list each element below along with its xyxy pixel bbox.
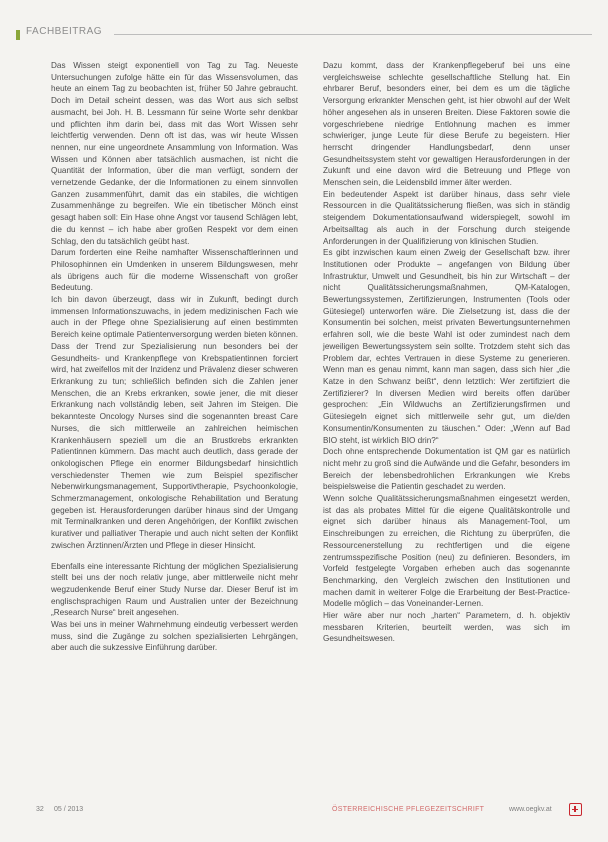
paragraph: Ebenfalls eine interessante Richtung der möglichen Spezialisierung stellt bei uns der noch relativ junge, aber mittlerweile nicht mehr wegzudenkende Beruf einer Study Nurse dar. Dieser Beruf ist im englischsprachigen Raum und Australien unter der Bezeichnung „Research Nurse“ breit angesehen. <box>51 561 298 618</box>
header-rule <box>114 34 592 35</box>
header-accent-bar <box>16 30 20 40</box>
paragraph: Es gibt inzwischen kaum einen Zweig der Gesellschaft bzw. ihrer Institutionen oder Produkte – angefangen von Bildung über Infrastruktur, Umwelt und Gesundheit, bis hin zur Wirtschaft – der nicht Qualitätssicherungsmaßnahmen, QM-Katalogen, Bewertungssystemen, Zertifizierungen, Instrumenten (Tools oder Gütesiegel) unterworfen wäre. Die Zielsetzung ist, dass die der Konsumentin bei solchen, meist privaten Bewertungsunternehmen erfahren soll, wie die beste Wahl ist oder zumindest nach dem jeweiligen Bewertungssystem sein sollte. Trotzdem steht sich das Problem dar, echtes Vertrauen in diese Systeme zu generieren. Wenn man es genau nimmt, kann man sagen, dass sich hier „die Katze in den Schwanz beißt“, denn letztlich: Wer zertifiziert die Zertifizierer? In diversen Medien wird bereits offen darüber gesprochen: „Ein Wildwuchs an Zertifizierungsfirmen und Gütesiegeln eignet sich mittlerweile sehr gut, um die/den Konsumentin/Konsumenten zu täuschen.“ Oder: „Wenn auf Bad BIO steht, ist wirklich BIO drin?“ <box>323 248 570 445</box>
cross-logo-icon <box>569 803 582 816</box>
paragraph: Das Wissen steigt exponentiell von Tag zu Tag. Neueste Untersuchungen zufolge hätte ein für das Wissensvolumen, das heute an einem Tag zu beobachten ist, früher 50 Jahre gebraucht. Doch im Detail scheint dessen, was das Wort aus sich selbst ausmacht, bei Joh. H. B. Lessmann für seine Worte sehr denkbar und pflichten ihm darin bei, dass mit das Wort Wissen sehr leichtfertig verwenden. Denn oft ist das, was wir heute Wissen nennen, nur eine ungeordnete Ansammlung von Information. Was Wissen und Können aber tatsächlich ausmachen, ist nicht die Quantität der Information, über die man verfügt, sondern der vernetzende Gedanke, der die Informationen zu einem sinnvollen Ganzen zusammenführt, damit das ein stabiles, die wichtigen Zusammenhänge zu begreifen. Wie ein tibetischer Mönch einst gesagt haben soll: Ein Hase ohne Angst vor tausend Schlägen lebt, die du kennst – ich habe aber großen Respekt vor dem einen Schlag, den du tatsächlich geübt hast. <box>51 61 298 246</box>
page-number: 32 <box>36 806 44 813</box>
section-header <box>16 26 592 40</box>
paragraph: Dazu kommt, dass der Krankenpflegeberuf bei uns eine vergleichsweise schlechte gesellschaftliche Stellung hat. Ein ehrbarer Beruf, besonders einer, bei dem es um die tägliche Versorgung erkrankter Menschen geht, ist hier obwohl auf der Welt höher angesehen als in unseren Breiten. Diese Faktoren sowie die vorgeschriebene niedrige Entlohnung machen es immer schwieriger, junge Leute für diese Berufe zu begeistern. Hier herrscht dringender Handlungsbedarf, denn unser Gesundheitssystem steht vor gewaltigen Herausforderungen in der Zukunft und eine davon wird die Betreuung und Pflege von Menschen sein, die Leidensbild immer älter werden. <box>323 61 570 188</box>
website-link[interactable]: www.oegkv.at <box>509 806 552 813</box>
section-label: FACHBEITRAG <box>26 26 103 37</box>
paragraph: Wenn solche Qualitätssicherungsmaßnahmen eingesetzt werden, ist das als probates Mittel für die eigene Qualitätskontrolle und eignet sich darüber hinaus als Management-Tool, um Einschreibungen zu erreichen, die Richtung zu überprüfen, die Ressourcenerstellung zu rechtfertigen und die eigene zentrumsspezifische Position (neu) zu definieren. Besonders, im Vorfeld festgelegte Vorgaben erheben auch das sogenannte Benchmarking, den Vergleich zwischen den Institutionen und machen damit in weiterer Folge die Erarbeitung der Best-Practice-Modelle möglich – das Voneinander-Lernen. <box>323 494 570 609</box>
paragraph: Hier wäre aber nur noch „harten“ Parametern, d. h. objektiv messbaren Kriterien, beurteilt werden, was sich im Gesundheitswesen. <box>323 611 570 644</box>
paragraph: Was bei uns in meiner Wahrnehmung eindeutig verbessert werden muss, sind die Zugänge zu solchen spezialisierten Lehrgängen, aber auch die sukzessive Einführung darüber. <box>51 620 298 653</box>
left-column <box>51 60 298 654</box>
magazine-name: ÖSTERREICHISCHE PFLEGEZEITSCHRIFT <box>332 806 485 813</box>
paragraph: Darum forderten eine Reihe namhafter Wissenschaftlerinnen und Philosophinnen ein Umdenken in unserem Bildungswesen, mehr als übrigens auch für die moderne Wissenschaft von großer Bedeutung. <box>51 248 298 293</box>
right-column <box>323 60 570 645</box>
paragraph: Doch ohne entsprechende Dokumentation ist QM gar es natürlich nicht mehr zu groß sind die Aufwände und die Gefahr, besonders im Bereich der lebensbedrohlichen Erkrankungen wie Krebs beispielsweise die Patientin geschadet zu werden. <box>323 447 570 492</box>
paragraph: Ich bin davon überzeugt, dass wir in Zukunft, bedingt durch immensen Informationszuwachs, in jedem medizinischen Fach wie auch in der Pflege ohne Spezialisierung auf einen bestimmten Bereich keine optimale Patientenversorgung werden bieten können. Dass der Trend zur Spezialisierung nun besonders bei der Gesundheits- und Krankenpflege von Krebspatientinnen forciert wird, hat zweifellos mit der Inzidenz und Prävalenz dieser schweren Erkrankung zu tun; schließlich befinden sich die Zahlen jener Menschen, die an Krebs erkranken, sowie jener, die mit dieser Erkrankung nach vollständig leben, seit Jahren im Steigen. Die bekannteste Oncology Nurses sind die sogenannten breast Care Nurses, die sich mittlerweile an zahlreichen heimischen Krankenhäusern speziell um die an Brustkrebs erkrankten Patientinnen kümmern. Das macht auch deutlich, dass gerade der onkologischen Pflege ein enormer Bildungsbedarf hinsichtlich verschiedenster Themen wie zum Beispiel spezifischer Nebenwirkungsmanagement, Supportivtherapie, Psychoonkologie, Schmerzmanagement, onkologische Rehabilitation und Beratung gegeben ist. Herausforderungen darüber hinaus sind der Umgang mit Terminalkranken und deren Angehörigen, der Konflikt zwischen kurativer und palliativer Therapie und auch nicht selten der Konflikt zwischen Ärztinnen/Ärzten und Pflege in dieser Hinsicht. <box>51 295 298 550</box>
paragraph: Ein bedeutender Aspekt ist darüber hinaus, dass sehr viele Ressourcen in die Qualitätssicherung fließen, was sich in ständig steigendem Dokumentationsaufwand widerspiegelt, sowohl im Arbeitsalltag als auch in der Forschung durch steigende Anforderungen in der Qualifizierung von klinischen Studien. <box>323 189 570 246</box>
page-footer <box>36 803 582 817</box>
issue-number: 05 / 2013 <box>54 806 84 813</box>
